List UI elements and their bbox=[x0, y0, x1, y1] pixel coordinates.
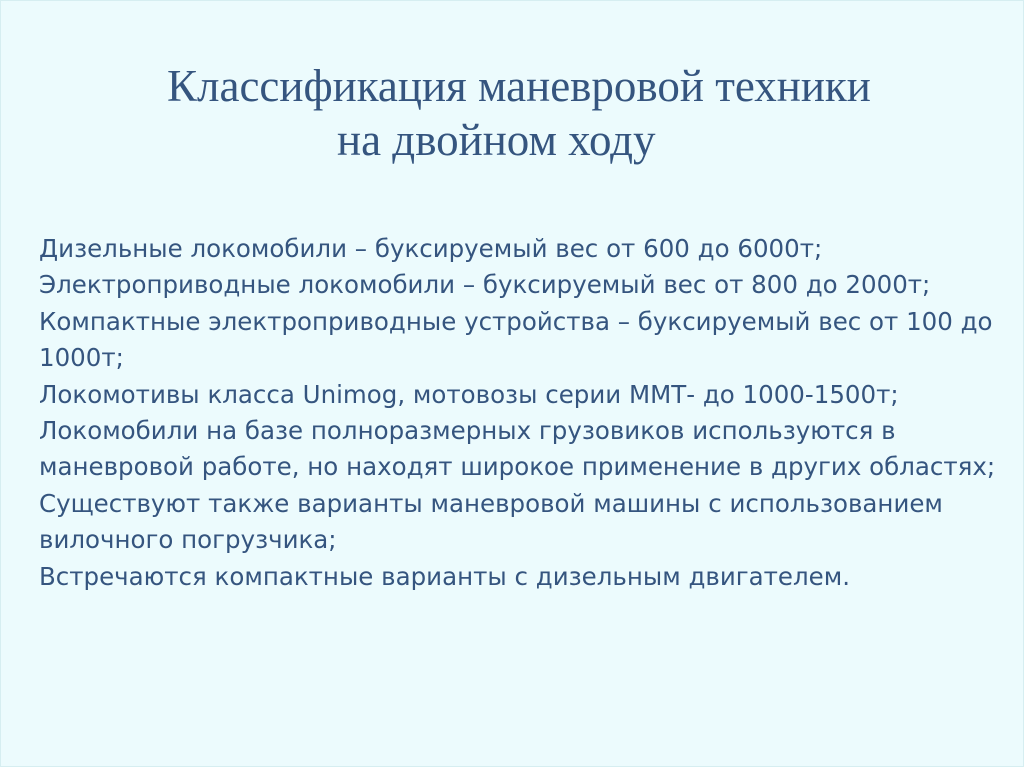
list-item-electric-locomobiles: Электроприводные локомобили – буксируемый вес от 800 до 2000т; bbox=[39, 270, 931, 300]
list-item-truck-locomobiles: Локомобили на базе полноразмерных грузовиков используются в маневровой работе, но находят широкое применение в других областях; bbox=[39, 416, 996, 482]
list-item-diesel-locomobiles: Дизельные локомобили – буксируемый вес от 600 до 6000т; bbox=[39, 234, 823, 263]
list-item-forklift-variants: Существуют также варианты маневровой машины с использованием вилочного погрузчика; bbox=[39, 488, 943, 555]
list-item-unimog-locomotives: Локомотивы класса Unimog, мотовозы серии ММТ- до 1000-1500т; bbox=[39, 379, 899, 409]
slide-title bbox=[141, 59, 1001, 167]
list-item-compact-diesel-variants: Встречаются компактные варианты с дизельным двигателем. bbox=[39, 561, 851, 591]
list-item-compact-electric-devices: Компактные электроприводные устройства – буксируемый вес от 100 до 1000т; bbox=[39, 306, 993, 373]
classification-list bbox=[39, 231, 999, 595]
slide-title-line-2: на двойном ходу bbox=[337, 115, 656, 165]
slide-title-line-1: Классификация маневровой техники bbox=[167, 61, 871, 111]
